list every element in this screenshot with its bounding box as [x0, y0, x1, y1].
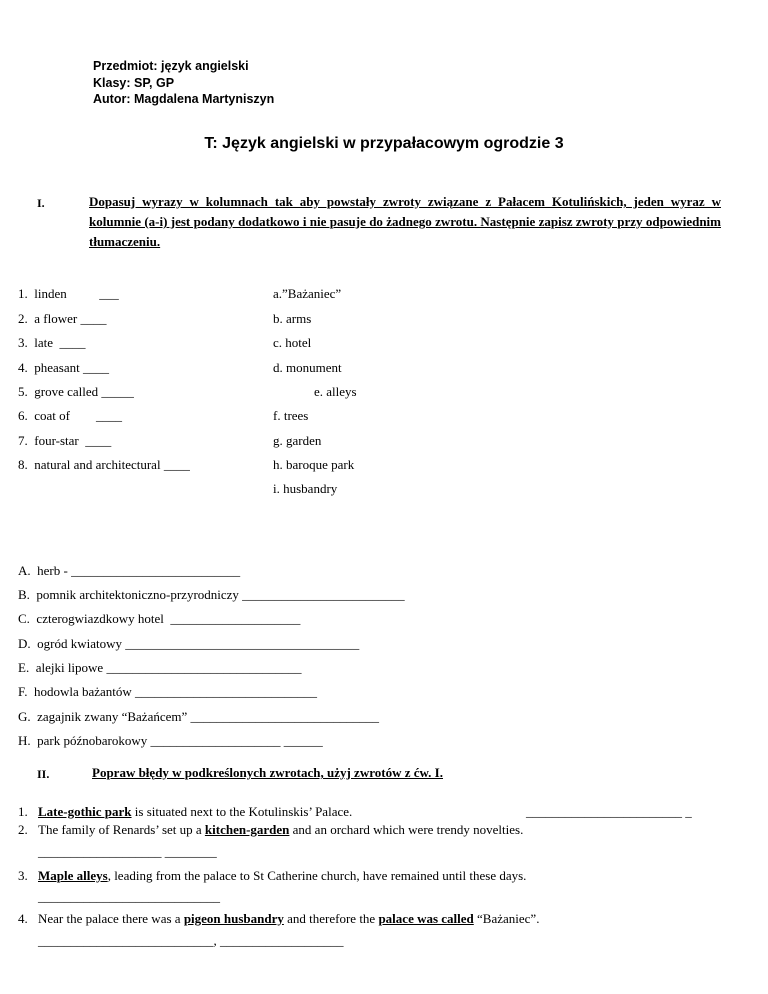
translation-d: D. ogród kwiatowy ____________________________________	[18, 636, 360, 651]
left-item-3: 3. late ____	[18, 335, 86, 350]
left-item-5: 5. grove called _____	[18, 384, 134, 399]
exercise-2-item-3: 3. Maple alleys, leading from the palace to St Catherine church, have remained until these days. ____________________________	[18, 867, 724, 905]
right-item-i: i. husbandry	[273, 481, 338, 496]
answer-blank: ___________________________, ___________________	[38, 933, 344, 948]
answer-blank: ___________________ ________	[38, 844, 217, 859]
highlighted-phrase: kitchen-garden	[204, 822, 290, 837]
answer-blank: ________________________ _	[526, 804, 692, 819]
highlighted-phrase: pigeon husbandry	[183, 911, 284, 926]
left-item-1: 1. linden ___	[18, 286, 119, 301]
left-item-8: 8. natural and architectural ____	[18, 457, 190, 472]
author-line: Autor: Magdalena Martyniszyn	[93, 92, 275, 106]
section-1-instruction: Dopasuj wyrazy w kolumnach tak aby powstały zwroty związane z Pałacem Kotulińskich, jeden wyraz w kolumnie (a-i) jest podany dodatkowo i nie pasuje do żadnego zwrotu. Następnie zapisz zwroty przy odpowiednim tłumaczeniu.	[89, 194, 721, 249]
left-item-6: 6. coat of ____	[18, 408, 122, 423]
exercise-2-item-4: 4. Near the palace there was a pigeon husbandry and therefore the palace was called “Bażaniec”. ___________________________, ___________________	[18, 910, 724, 949]
section-2-number: II.	[37, 767, 50, 781]
translation-a: A. herb - __________________________	[18, 563, 241, 578]
translation-b: B. pomnik architektoniczno-przyrodniczy _________________________	[18, 587, 405, 602]
translation-c: C. czterogwiazdkowy hotel ____________________	[18, 611, 301, 626]
right-item-f: f. trees	[273, 408, 309, 423]
right-item-c: c. hotel	[273, 335, 312, 350]
exercise-2-item-2: 2. The family of Renards’ set up a kitchen-garden and an orchard which were trendy novelties. ___________________ ________	[18, 821, 724, 860]
exercise-2-item-1: 1. Late-gothic park is situated next to the Kotulinskis’ Palace. ________________________ _	[18, 804, 692, 819]
translation-h: H. park późnobarokowy ____________________ ______	[18, 733, 323, 748]
right-item-d: d. monument	[273, 360, 342, 375]
right-item-e: e. alleys	[314, 384, 357, 399]
left-item-4: 4. pheasant ____	[18, 360, 109, 375]
classes-line: Klasy: SP, GP	[93, 75, 175, 90]
translation-e: E. alejki lipowe ______________________________	[18, 660, 302, 675]
page-title: T: Język angielski w przypałacowym ogrodzie 3	[204, 135, 564, 152]
translation-g: G. zagajnik zwany “Bażańcem” _____________________________	[18, 709, 380, 724]
right-item-a: a.”Bażaniec”	[273, 286, 342, 301]
subject-line: Przedmiot: język angielski	[93, 59, 249, 73]
document-header	[93, 58, 274, 108]
answer-blank: ____________________________	[38, 889, 220, 904]
right-item-h: h. baroque park	[273, 457, 355, 472]
right-item-g: g. garden	[273, 433, 322, 448]
section-2-instruction: Popraw błędy w podkreślonych zwrotach, użyj zwrotów z ćw. I.	[92, 765, 443, 780]
right-item-b: b. arms	[273, 311, 312, 326]
highlighted-phrase: Maple alleys	[38, 868, 108, 883]
highlighted-phrase: palace was called	[378, 911, 474, 926]
left-item-2: 2. a flower ____	[18, 311, 107, 326]
section-1-number: I.	[37, 196, 45, 210]
left-item-7: 7. four-star ____	[18, 433, 112, 448]
highlighted-phrase: Late-gothic park	[38, 804, 132, 819]
translation-f: F. hodowla bażantów ____________________________	[18, 684, 318, 699]
